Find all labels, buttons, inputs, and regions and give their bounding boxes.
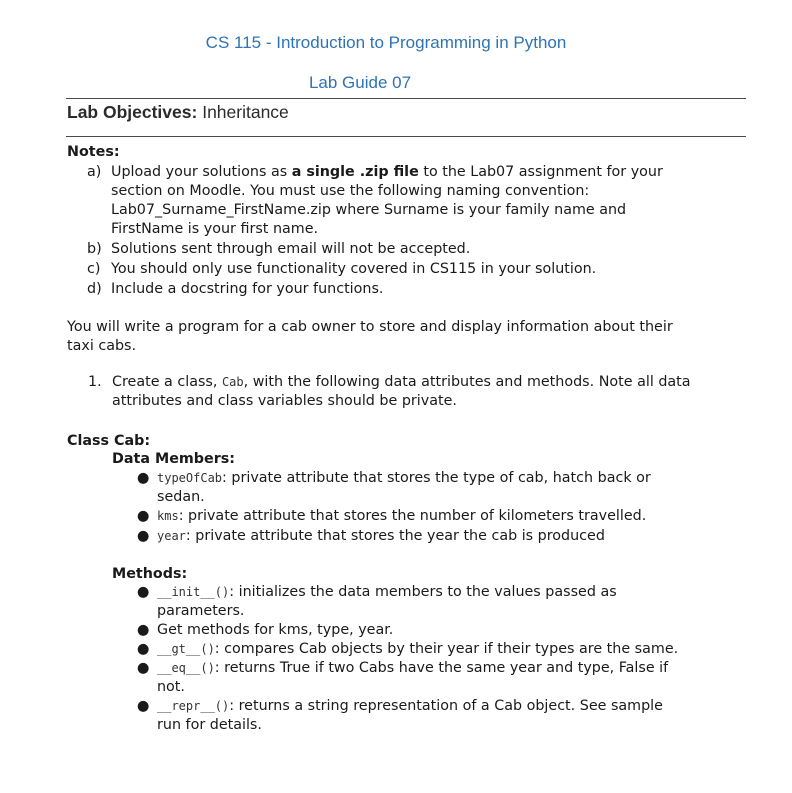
notes-heading-text: Notes:	[67, 144, 120, 160]
notes-heading	[67, 143, 120, 162]
note-label: d)	[87, 281, 102, 297]
bullet-icon: ●	[137, 698, 150, 714]
method-text	[157, 583, 727, 621]
data-member-text	[157, 469, 727, 507]
data-member-text	[157, 507, 727, 526]
header-divider	[66, 98, 746, 99]
note-label: b)	[87, 241, 102, 257]
intro-line: You will write a program for a cab owner to store and display information about their	[67, 319, 673, 335]
objectives-value: Inheritance	[202, 102, 289, 122]
note-text-post: to the Lab07 assignment for your	[418, 164, 663, 180]
note-text-pre: Upload your solutions as	[111, 164, 292, 180]
note-text-bold: a single .zip file	[291, 164, 419, 180]
member-desc: : private attribute that stores the number of kilometers travelled.	[178, 508, 647, 524]
member-desc: : private attribute that stores the year the cab is produced	[185, 528, 605, 544]
bullet-icon: ●	[137, 641, 150, 657]
task-text-line: attributes and class variables should be private.	[112, 393, 457, 409]
method-desc: : returns a string representation of a Cab object. See sample	[229, 698, 663, 714]
method-text	[157, 697, 727, 735]
methods-heading	[112, 565, 187, 584]
class-heading-text: Class Cab:	[67, 433, 151, 449]
task-text-pre: Create a class,	[112, 374, 222, 390]
method-code: __eq__()	[157, 661, 215, 675]
method-desc-line: parameters.	[157, 603, 245, 619]
member-desc: : private attribute that stores the type of cab, hatch back or	[222, 470, 651, 486]
member-code: year	[157, 529, 186, 543]
method-desc: : returns True if two Cabs have the same year and type, False if	[214, 660, 669, 676]
methods-heading-text: Methods:	[112, 566, 188, 582]
member-desc-line: sedan.	[157, 489, 205, 505]
note-text: Solutions sent through email will not be accepted.	[111, 241, 471, 257]
task-number: 1.	[88, 374, 102, 390]
note-text-line: FirstName is your first name.	[111, 221, 319, 237]
objectives-label: Lab Objectives:	[67, 102, 198, 122]
member-code: kms	[157, 509, 179, 523]
method-desc-line: not.	[157, 679, 185, 695]
bullet-icon: ●	[137, 508, 150, 524]
bullet-icon: ●	[137, 660, 150, 676]
bullet-icon: ●	[137, 622, 150, 638]
data-members-heading	[112, 450, 235, 469]
method-code: __gt__()	[157, 642, 215, 656]
intro-line: taxi cabs.	[67, 338, 137, 354]
method-desc-line: run for details.	[157, 717, 262, 733]
method-text	[157, 621, 727, 640]
task-text	[112, 373, 772, 411]
intro-paragraph	[67, 318, 757, 356]
note-text: You should only use functionality covered in CS115 in your solution.	[111, 261, 597, 277]
method-text	[157, 659, 727, 697]
note-text-line: Lab07_Surname_FirstName.zip where Surname is your family name and	[111, 202, 627, 218]
note-text	[111, 163, 731, 239]
method-desc: : compares Cab objects by their year if their types are the same.	[214, 641, 679, 657]
class-heading	[67, 432, 150, 451]
member-code: typeOfCab	[157, 471, 223, 485]
method-text	[157, 640, 727, 659]
document-title: CS 115 - Introduction to Programming in Python	[205, 33, 567, 52]
method-desc: : initializes the data members to the values passed as	[229, 584, 617, 600]
method-desc: Get methods for kms, type, year.	[157, 622, 394, 638]
task-code: Cab	[221, 375, 244, 389]
method-code: __repr__()	[157, 699, 230, 713]
note-text-line: section on Moodle. You must use the following naming convention:	[111, 183, 590, 199]
bullet-icon: ●	[137, 470, 150, 486]
note-text: Include a docstring for your functions.	[111, 281, 384, 297]
lab-objectives	[67, 100, 289, 124]
note-label: c)	[87, 261, 101, 277]
note-label: a)	[87, 164, 102, 180]
bullet-icon: ●	[137, 584, 150, 600]
document-subtitle: Lab Guide 07	[308, 73, 412, 92]
method-code: __init__()	[157, 585, 230, 599]
task-text-post: , with the following data attributes and methods. Note all data	[243, 374, 691, 390]
objectives-divider	[66, 136, 746, 137]
data-member-text	[157, 527, 727, 546]
bullet-icon: ●	[137, 528, 150, 544]
data-members-heading-text: Data Members:	[112, 451, 236, 467]
